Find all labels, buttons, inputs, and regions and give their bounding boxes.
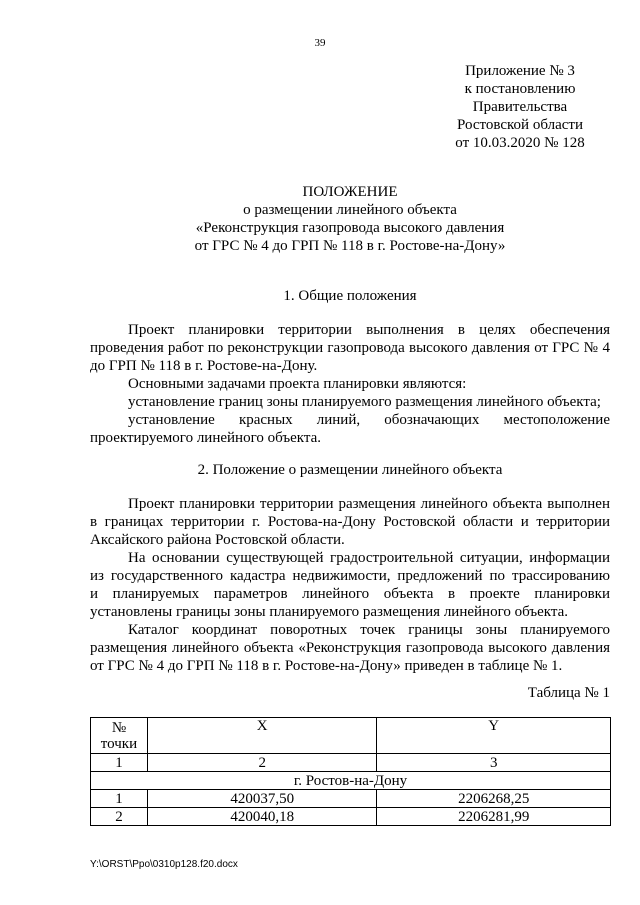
- section-1-paragraph-3: [90, 393, 610, 411]
- document-title: [90, 183, 610, 255]
- text-line: Основными задачами проекта планировки являются:: [128, 376, 467, 392]
- section-1-paragraph-2: [90, 375, 610, 393]
- cell-point-number: 1: [91, 790, 148, 808]
- appendix-line: от 10.03.2020 № 128: [455, 135, 585, 151]
- table-caption: Таблица № 1: [527, 685, 610, 701]
- cell-point-number: 2: [91, 808, 148, 826]
- text-line: размещения линейного объекта «Реконструкция газопровода высокого давления: [90, 640, 610, 656]
- appendix-line: к постановлению: [464, 81, 576, 97]
- section-1-paragraph-4: [90, 411, 610, 447]
- title-line: ПОЛОЖЕНИЕ: [302, 184, 398, 200]
- cell-x: 420037,50: [147, 790, 377, 808]
- section-2-paragraph-2: [90, 549, 610, 621]
- index-cell: 3: [377, 754, 611, 772]
- text-line: от ГРС № 4 до ГРП № 118 в г. Ростове-на-Дону» приведен в таблице № 1.: [90, 658, 563, 674]
- index-cell: 2: [147, 754, 377, 772]
- title-line: от ГРС № 4 до ГРП № 118 в г. Ростове-на-Дону»: [194, 238, 506, 254]
- group-label: г. Ростов-на-Дону: [91, 772, 611, 790]
- file-path-footer: Y:\ORST\Ppo\0310p128.f20.docx: [90, 859, 238, 870]
- text-line: установление красных линий, обозначающих местоположение: [128, 412, 610, 428]
- section-1-heading: 1. Общие положения: [283, 288, 417, 304]
- index-cell: 1: [91, 754, 148, 772]
- text-line: проектируемого линейного объекта.: [90, 430, 322, 446]
- text-line: до ГРП № 118 в г. Ростове-на-Дону.: [90, 358, 318, 374]
- coordinates-table: [90, 717, 611, 826]
- header-y: Y: [377, 718, 611, 754]
- cell-y: 2206268,25: [377, 790, 611, 808]
- text-line: На основании существующей градостроительной ситуации, информации: [128, 550, 610, 566]
- text-line: в границах территории г. Ростова-на-Дону Ростовской области и территории: [90, 514, 610, 530]
- title-line: «Реконструкция газопровода высокого давления: [195, 220, 505, 236]
- text-line: установлены границы зоны планируемого размещения линейного объекта.: [90, 604, 569, 620]
- header-no-label: точки: [100, 735, 138, 752]
- text-line: Проект планировки территории выполнения в целях обеспечения: [128, 322, 610, 338]
- appendix-line: Правительства: [472, 99, 568, 115]
- header-point-number: [91, 718, 148, 754]
- appendix-line: Ростовской области: [457, 117, 583, 133]
- appendix-line: Приложение № 3: [465, 63, 575, 79]
- text-line: Каталог координат поворотных точек границы зоны планируемого: [128, 622, 610, 638]
- header-x: X: [147, 718, 377, 754]
- table-group-row: [91, 772, 611, 790]
- header-no-symbol: №: [111, 719, 127, 736]
- table-row: [91, 790, 611, 808]
- table-index-row: [91, 754, 611, 772]
- text-line: установление границ зоны планируемого размещения линейного объекта;: [128, 394, 601, 410]
- cell-y: 2206281,99: [377, 808, 611, 826]
- text-line: проведения работ по реконструкции газопровода высокого давления от ГРС № 4: [90, 340, 610, 356]
- cell-x: 420040,18: [147, 808, 377, 826]
- text-line: из государственного кадастра недвижимости, предложений по трассированию: [90, 568, 610, 584]
- table-header-row: [91, 718, 611, 754]
- appendix-header: [430, 62, 610, 152]
- section-1-paragraph-1: [90, 321, 610, 375]
- text-line: Аксайского района Ростовской области.: [90, 532, 345, 548]
- text-line: Проект планировки территории размещения линейного объекта выполнен: [128, 496, 610, 512]
- table-row: [91, 808, 611, 826]
- section-2-heading: 2. Положение о размещении линейного объекта: [197, 462, 503, 478]
- section-2-paragraph-1: [90, 495, 610, 549]
- section-2-paragraph-3: [90, 621, 610, 675]
- text-line: и планируемых параметров линейного объекта в проекте планировки: [90, 586, 610, 602]
- page-number: 39: [314, 37, 326, 49]
- title-line: о размещении линейного объекта: [243, 202, 457, 218]
